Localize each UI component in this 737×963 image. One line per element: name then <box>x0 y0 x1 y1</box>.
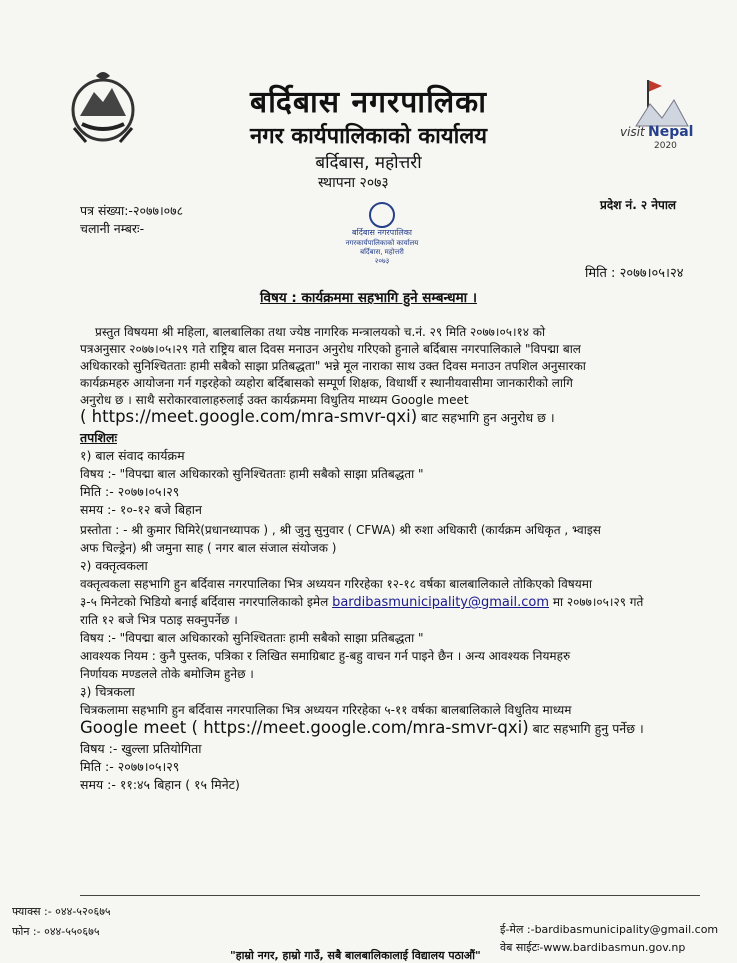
office-subtitle: नगर कार्यपालिकाको कार्यालय <box>250 124 487 149</box>
footer-email[interactable]: bardibasmunicipality@gmail.com <box>534 923 719 936</box>
letter-subject: विषय : कार्यक्रममा सहभागि हुने सम्बन्धमा । <box>260 290 477 306</box>
email-label: ई-मेल :- <box>500 923 535 936</box>
body-line-2: पत्रअनुसार २०७७।०५।२९ गते राष्ट्रिय बाल दिवस मनाउन अनुरोध गरिएको हुनाले बर्दिबास नगरपालिकाले "विपद्मा बाल <box>80 342 581 356</box>
phone-number: फोन :- ०४४-५५०६७५ <box>12 925 100 938</box>
footer-email-row <box>500 922 718 937</box>
body-line-1: प्रस्तुत विषयमा श्री महिला, बालबालिका तथा ज्येष्ठ नागरिक मन्त्रालयको च.नं. २९ मिति २०७७।०५।१४ को <box>95 325 546 339</box>
body-line-5: अनुरोध छ । साथै सरोकारवालाहरुलाई उक्त कार्यक्रममा विधुतिय माध्यम Google meet <box>80 393 469 407</box>
section1-title: १) बाल संवाद कार्यक्रम <box>80 448 185 463</box>
section1-subject: विषय :- "विपद्मा बाल अधिकारको सुनिश्चितताः हामी सबैको साझा प्रतिबद्धता " <box>80 467 424 481</box>
fax-number: फ्याक्स :- ०४४-५२०६७५ <box>12 905 111 918</box>
section2-line-1: वक्तृत्वकला सहभागि हुन बर्दिवास नगरपालिका भित्र अध्ययन गरिरहेका १२-१८ वर्षका बालबालिकाले तोकिएको विषयमा <box>80 577 592 591</box>
meet-link[interactable]: ( https://meet.google.com/mra-smvr-qxi) <box>80 407 418 426</box>
stamp-line3: बर्दिबास, महोत्तरी <box>360 248 404 256</box>
section3-line-1: चित्रकलामा सहभागि हुन बर्दिवास नगरपालिका भित्र अध्ययन गरिरहेका ५-११ वर्षका बालबालिकाले विधुतिय माध्यम <box>80 703 572 717</box>
section1-presenters-2: अफ चिल्ड्रेन) श्री जमुना साह ( नगर बाल संजाल संयोजक ) <box>80 541 337 555</box>
office-stamp <box>335 185 430 265</box>
province-label: प्रदेश नं. २ नेपाल <box>600 198 677 212</box>
stamp-line2: नगरकार्यपालिकाको कार्यालय <box>345 239 419 247</box>
footer-divider <box>80 895 700 896</box>
section2-rules-2: निर्णायक मण्डलले तोके बमोजिम हुनेछ । <box>80 667 254 681</box>
office-title: बर्दिबास नगरपालिका <box>250 85 487 120</box>
section3-time: समय :- ११:४५ बिहान ( १५ मिनेट) <box>80 777 240 792</box>
section1-time: समय :- १०-१२ बजे बिहान <box>80 502 202 517</box>
dispatch-number: चलानी नम्बरः- <box>80 221 145 236</box>
section2-line-2-post: मा २०७७।०५।२९ गते <box>549 595 644 609</box>
web-label: वेब साईटः- <box>500 941 544 954</box>
visit-text: visit <box>620 125 645 139</box>
section2-subject: विषय :- "विपद्मा बाल अधिकारको सुनिश्चितताः हामी सबैको साझा प्रतिबद्धता " <box>80 631 424 645</box>
section1-presenters-1: प्रस्तोता : - श्री कुमार घिमिरे(प्रधानध्यापक ) , श्री जुनु सुनुवार ( CFWA) श्री रुशा अधिकारी (कार्यक्रम अधिकृत , भ्वाइस <box>80 523 601 537</box>
body-line-6 <box>80 409 555 426</box>
section3-date: मिति :- २०७७।०५।२९ <box>80 759 180 774</box>
section3-title: ३) चित्रकला <box>80 684 135 699</box>
footer-slogan: "हाम्रो नगर, हाम्रो गाउँ, सबै बालबालिकालाई विद्यालय पठाऔं" <box>230 949 481 962</box>
details-heading: तपशिलः <box>80 430 117 445</box>
section2-line-2-pre: ३-५ मिनेटको भिडियो बनाई बर्दिवास नगरपालिकाको इमेल <box>80 595 333 609</box>
section2-rules-1: आवश्यक नियम : कुनै पुस्तक, पत्रिका र लिखित समाग्रिबाट हु-बहु वाचन गर्न पाइने छैन । अन्य आवश्यक नियमहरु <box>80 649 571 663</box>
section3-line-2 <box>80 720 644 737</box>
section3-line-2-rest: बाट सहभागि हुनु पर्नेछ । <box>528 721 644 736</box>
office-location: बर्दिबास, महोत्तरी <box>315 153 422 173</box>
section2-title: २) वक्तृत्वकला <box>80 558 148 573</box>
section2-line-2 <box>80 594 643 611</box>
body-line-3: अधिकारको सुनिश्चितताः हामी सबैको साझा प्रतिबद्धता" भन्ने मूल नाराका साथ उक्त दिवस मनाउन तपशिल अनुसारका <box>80 359 586 373</box>
body-line-6-rest: बाट सहभागि हुन अनुरोध छ । <box>417 410 555 425</box>
meet-link-2[interactable]: Google meet ( https://meet.google.com/mra-smvr-qxi) <box>80 718 529 737</box>
stamp-year: २०७३ <box>374 257 390 265</box>
year-2020-text: 2020 <box>654 141 677 151</box>
reference-number: पत्र संख्या:-२०७७।०७८ <box>80 203 184 218</box>
body-line-4: कार्यक्रमहरु आयोजना गर्न गइरहेको व्यहोरा बर्दिबासको सम्पूर्ण शिक्षक, विधार्थी र स्थानीयवासीमा जानकारीको लागि <box>80 376 573 390</box>
footer-website[interactable]: www.bardibasmun.gov.np <box>543 941 686 954</box>
stamp-line1: बर्दिबास नगरपालिका <box>351 228 413 237</box>
established-year: स्थापना २०७३ <box>318 175 389 191</box>
section2-line-3: राति १२ बजे भित्र पठाइ सक्नुपर्नेछ । <box>80 613 238 627</box>
email-link[interactable]: bardibasmunicipality@gmail.com <box>332 595 549 610</box>
footer-web-row <box>500 940 685 955</box>
nepal-text: Nepal <box>648 124 694 140</box>
section1-date: मिति :- २०७७।०५।२९ <box>80 484 180 499</box>
letter-date: मिति : २०७७।०५।२४ <box>585 266 684 281</box>
section3-subject: विषय :- खुल्ला प्रतियोगिता <box>80 741 202 756</box>
